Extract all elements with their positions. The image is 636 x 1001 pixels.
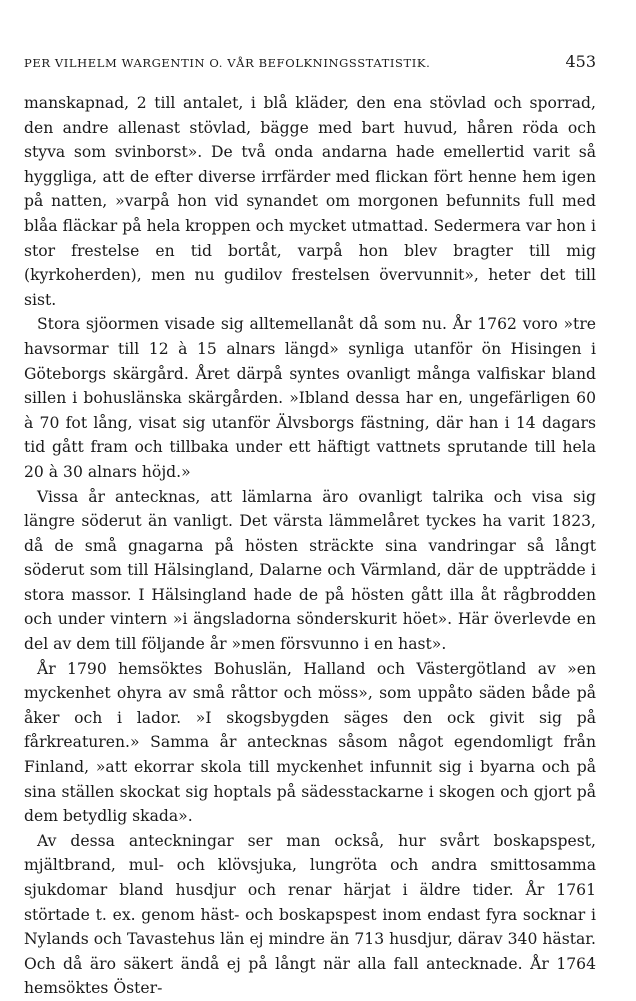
paragraph-vermin: År 1790 hemsöktes Bohuslän, Halland och Västergötland av »en myckenhet ohyra av små råttor och möss», som uppåto säden både på åker och i lador. »I skogsbygden säges den ock givit sig på fårkreaturen.» Samma år antecknas såsom något egendomligt från Finland, »att ekorrar skola till myckenhet infunnit sig i byarna och på sina ställen skockat sig hoptals på sädesstackarne i skogen och gjort på dem betydlig skada». — [24, 659, 596, 826]
paragraph-continuation: manskapnad, 2 till antalet, i blå kläder, den ena stövlad och sporrad, den andre allenast stövlad, bägge med bart huvud, håren röda och styva som svinborst». De två onda andarna hade emellertid varit så hyggliga, att de efter diverse irrfärder med flickan fört henne hem igen på natten, »varpå hon vid synandet om morgonen befunnits full med blåa fläckar på hela kroppen och mycket utmattad. Sedermera var hon i stor frestelse en tid bortåt, varpå hon blev bragter till mig (kyrkoherden), men nu gudilov frestelsen övervunnit», heter det till sist. — [24, 94, 596, 309]
book-page — [24, 52, 596, 1001]
running-title: PER VILHELM WARGENTIN O. VÅR BEFOLKNINGSSTATISTIK. — [24, 56, 431, 70]
running-header — [24, 52, 596, 71]
paragraph-lemmings: Vissa år antecknas, att lämlarna äro ovanligt talrika och visa sig längre söderut än vanligt. Det värsta lämmelåret tyckes ha varit 1823, då de små gnagarna på hösten sträckte sina vandringar så långt söderut som till Hälsingland, Dalarne och Värmland, där de uppträdde i stora massor. I Hälsingland hade de på hösten gått illa åt rågbrodden och under vintern »i ängsladorna sönderskurit höet». Här överlevde en del av dem till följande år »men försvunno i en hast». — [24, 487, 596, 654]
paragraph-livestock-disease: Av dessa anteckningar ser man också, hur svårt boskapspest, mjältbrand, mul- och klövsjuka, lungröta och andra smittosamma sjukdomar bland husdjur och renar härjat i äldre tider. År 1761 störtade t. ex. genom häst- och boskapspest inom endast fyra socknar i Nylands och Tavastehus län ej mindre än 713 husdjur, därav 340 hästar. Och då äro säkert ändå ej på långt när alla fall antecknade. År 1764 hemsöktes Öster- — [24, 831, 596, 998]
paragraph-sea-serpent: Stora sjöormen visade sig alltemellanåt då som nu. År 1762 voro »tre havsormar till 12 à 15 alnars längd» synliga utanför ön Hisingen i Göteborgs skärgård. Året därpå syntes ovanligt många valfiskar bland sillen i bohuslänska skärgården. »Ibland dessa har en, ungefärligen 60 à 70 fot lång, visat sig utanför Älvsborgs fästning, där han i 14 dagars tid gått fram och tillbaka under ett häftigt vattnets sprutande till hela 20 à 30 alnars höjd.» — [24, 315, 596, 481]
body-text — [24, 91, 596, 1001]
page-number: 453 — [565, 52, 596, 71]
